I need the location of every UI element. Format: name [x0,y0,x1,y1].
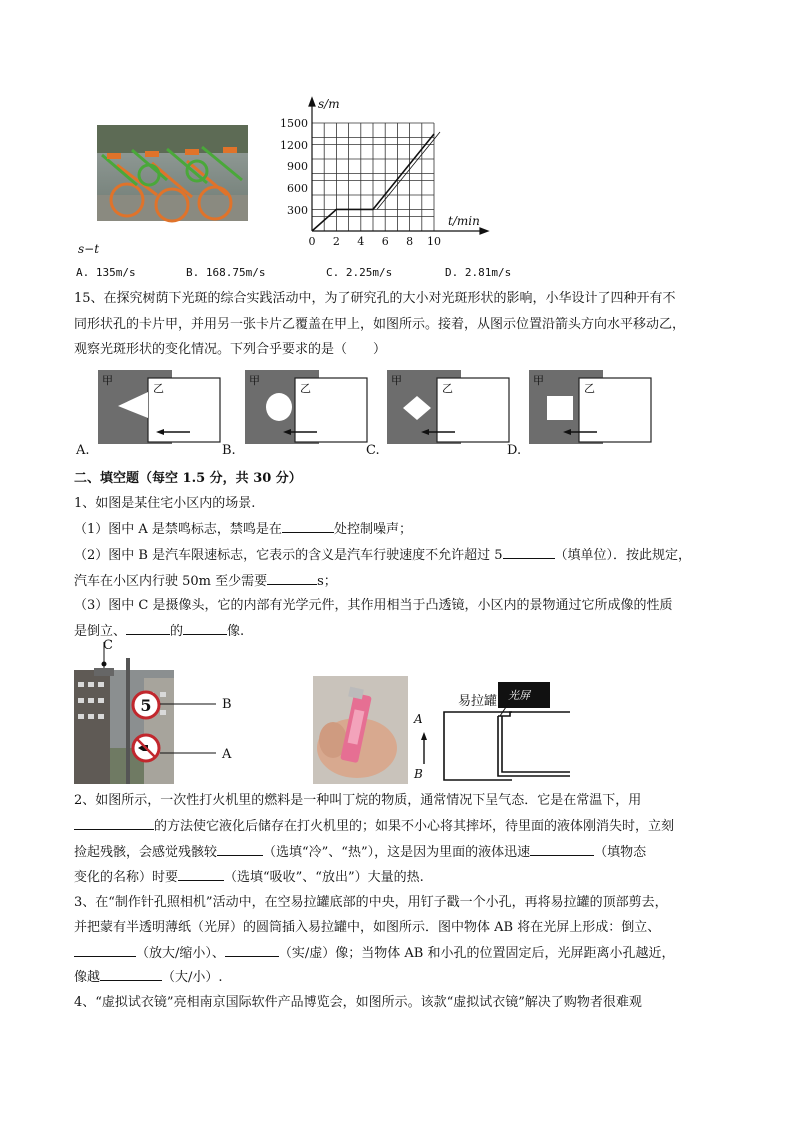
answer-blank[interactable] [267,572,317,585]
y-tick-label: 1500 [280,117,308,130]
answer-blank[interactable] [217,843,263,856]
y-tick-label: 1200 [280,139,308,152]
x-tick-label: 8 [406,235,414,248]
option-label-b: B. [222,443,236,458]
fq1-part2-text: （2）图中 B 是汽车限速标志，它表示的含义是汽车行驶速度不允许超过 5 [74,548,503,563]
object-b-label: B [414,767,423,781]
label-a: A [222,747,232,762]
fq1-part2-cont-text: 汽车在小区内行驶 50m 至少需要 [74,574,268,589]
option-label-c: C. [366,443,380,458]
fq1-part3: （3）图中 C 是摄像头，它的内部有光学元件，其作用相当于凸透镜，小区内的景物通过它所成像的性质 [74,598,673,613]
y-tick-label: 600 [287,182,308,195]
card-yi-label: 乙 [584,382,595,395]
fq2-line3-text: 捡起残骸，会感觉残骸较 [74,845,218,860]
q15-line2: 同形状孔的卡片甲，并用另一张卡片乙覆盖在甲上，如图所示。接着，从图示位置沿箭头方向水平移动乙， [74,317,686,332]
answer-blank[interactable] [178,868,224,881]
x-tick-label: 10 [427,235,441,248]
fq3-line4 [74,968,223,987]
fq1-part2-cont [74,572,337,591]
y-tick-label: 300 [287,204,308,217]
x-tick-label: 6 [381,235,389,248]
answer-blank[interactable] [282,520,334,533]
fq1-part1-text: （1）图中 A 是禁鸣标志，禁鸣是在 [74,522,282,537]
card-yi-label: 乙 [153,382,164,395]
fq2-line3-mid: （选填“冷”、“热”），这是因为里面的液体迅速 [263,845,531,860]
fq3-line4-tail: （大/小）. [162,970,223,985]
x-axis-label: t/min [448,214,480,228]
fq1-part2 [74,546,691,565]
answer-blank[interactable] [503,546,555,559]
answer-blank[interactable] [74,817,154,830]
label-b: B [222,697,232,712]
fq1-part1 [74,520,412,539]
card-figure-b [245,370,369,444]
fq3-line3 [74,944,674,963]
fq1-part3-mid: 的 [170,624,184,639]
bicycles-photo [97,125,248,221]
card-figure-d [529,370,653,444]
option-d: D. 2.81m/s [445,266,512,279]
option-label-a: A. [76,443,90,458]
fq1-part2-tail: （填单位）．按此规定， [554,548,692,563]
q15-line1: 15、在探究树荫下光斑的综合实践活动中，为了研究孔的大小对光斑形状的影响，小华设计了四种开有不 [74,291,676,306]
answer-blank[interactable] [126,622,170,635]
option-a: A. 135m/s [76,266,136,279]
residential-scene-photo [74,638,244,784]
fq2-line4 [74,868,424,887]
fq2-line3-tail: （填物态 [594,845,647,860]
card-yi-label: 乙 [442,382,453,395]
card-jia-label: 甲 [533,374,544,387]
card-yi-label: 乙 [300,382,311,395]
fq1-part1-tail: 处控制噪声； [333,522,412,537]
fq2-line4-tail: （选填“吸收”、“放出”）大量的热. [224,870,424,885]
x-tick-label: 4 [357,235,365,248]
label-c: C [103,638,113,653]
option-c: C. 2.25m/s [326,266,393,279]
fq2-line4-text: 变化的名称）时要 [74,870,179,885]
option-label-d: D. [507,443,522,458]
object-a-label: A [414,712,423,726]
lighter-photo [313,676,408,784]
fq1-stem: 1、如图是某住宅小区内的场景. [74,496,256,511]
fq3-line1: 3、在“制作针孔照相机”活动中，在空易拉罐底部的中央，用钉子戳一个小孔，再将易拉罐的顶部剪去， [74,895,668,910]
fq3-line4-text: 像越 [74,970,101,985]
answer-blank[interactable] [183,622,227,635]
fq1-part3-text: 是倒立、 [74,624,127,639]
fq1-part3-tail: 像. [227,624,245,639]
fq3-line3-tail: （实/虚）像；当物体 AB 和小孔的位置固定后，光屏距离小孔越近， [278,946,675,961]
pinhole-camera-diagram [410,680,580,784]
x-tick-label: 2 [332,235,340,248]
fq3-line3-text: （放大/缩小）、 [136,946,225,961]
option-b: B. 168.75m/s [186,266,266,279]
fq2-line3 [74,843,646,862]
answer-blank[interactable] [225,944,279,957]
fq4-line1: 4、“虚拟试衣镜”亮相南京国际软件产品博览会，如图所示。该款“虚拟试衣镜”解决了购物者很难观 [74,995,642,1010]
card-figure-c [387,370,511,444]
graph-caption: s−t [78,242,100,256]
fq3-line2: 并把蒙有半透明薄纸（光屏）的圆筒插入易拉罐中，如图所示．图中物体 AB 将在光屏上形成：倒立、 [74,920,661,935]
s-t-graph [280,92,494,252]
x-tick-label: 0 [308,235,316,248]
card-jia-label: 甲 [249,374,260,387]
section-heading: 二、填空题（每空 1.5 分，共 30 分） [74,471,302,486]
q15-line3: 观察光斑形状的变化情况。下列合乎要求的是（ ） [74,342,387,357]
answer-blank[interactable] [74,944,136,957]
fq2-line2-text: 的方法使它液化后储存在打火机里的；如果不小心将其摔坏，待里面的液体刚消失时，立刻 [154,819,675,834]
screen-label: 光屏 [508,689,530,702]
answer-blank[interactable] [100,968,162,981]
fq2-line2 [74,817,674,836]
speed-limit-number: 5 [140,696,152,715]
card-figure-a [98,370,222,444]
fq1-part2-cont-tail: s； [317,574,337,589]
card-jia-label: 甲 [102,374,113,387]
y-tick-label: 900 [287,160,308,173]
fq2-line1: 2、如图所示，一次性打火机里的燃料是一种叫丁烷的物质，通常情况下呈气态．它是在常温下，用 [74,793,642,808]
can-label: 易拉罐 [458,694,498,709]
card-jia-label: 甲 [391,374,402,387]
answer-blank[interactable] [530,843,594,856]
y-axis-label: s/m [318,97,340,111]
